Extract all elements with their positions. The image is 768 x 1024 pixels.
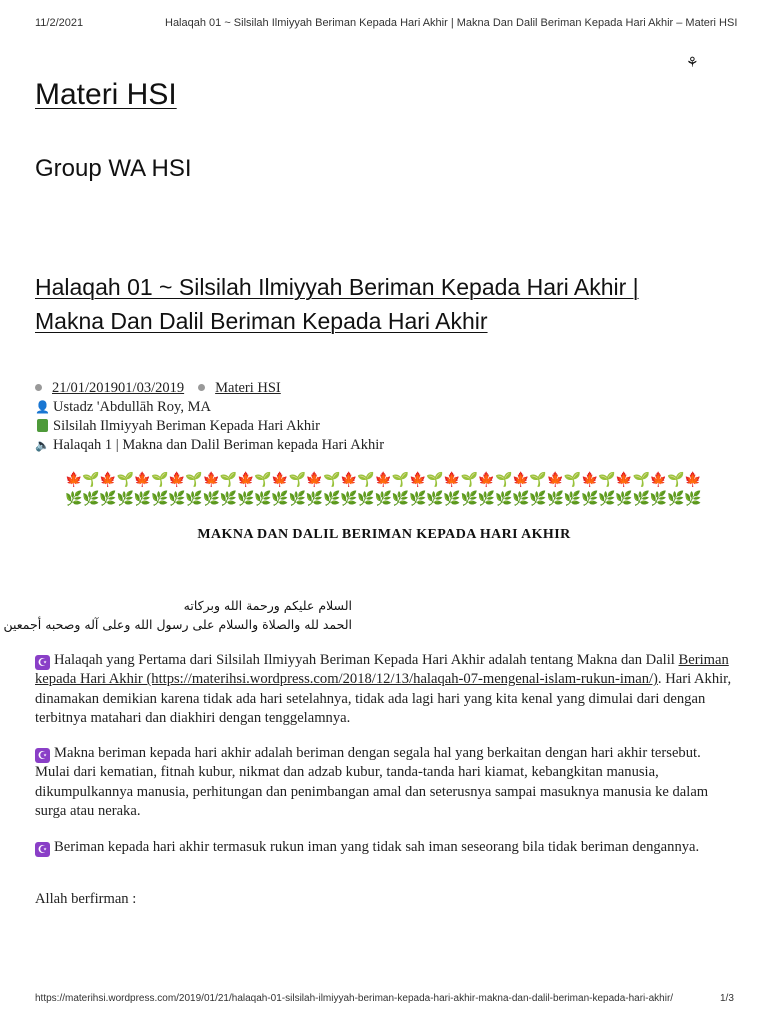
grass-icon: 🌿 — [512, 491, 530, 507]
maple-leaf-icon: 🍁 — [649, 472, 668, 488]
maple-leaf-icon: 🍁 — [65, 472, 83, 488]
maple-leaf-icon: 🍁 — [374, 472, 393, 488]
print-page-number: 1/3 — [720, 993, 734, 1004]
post-date-link[interactable]: 21/01/201901/03/2019 — [52, 380, 185, 396]
grass-icon: 🌿 — [684, 491, 702, 507]
grass-icon: 🌿 — [649, 491, 668, 507]
maple-leaf-icon: 🍁 — [305, 472, 324, 488]
post-meta — [35, 379, 384, 455]
decorative-leaf-row — [65, 471, 705, 489]
grass-icon: 🌿 — [477, 491, 496, 507]
paragraph-3-text: Beriman kepada hari akhir termasuk rukun iman yang tidak sah iman seseorang bila tidak beriman dengannya. — [54, 839, 700, 855]
sprout-icon: 🌱 — [357, 472, 375, 488]
sprout-icon: 🌱 — [288, 472, 307, 488]
grass-icon: 🌿 — [151, 491, 169, 507]
paragraph-1 — [35, 651, 735, 729]
grass-icon: 🌿 — [598, 491, 616, 507]
paragraph-3 — [35, 838, 735, 857]
paragraph-2 — [35, 744, 735, 822]
crescent-moon-icon: ☪ — [35, 748, 50, 763]
paragraph-2-text: Makna beriman kepada hari akhir adalah beriman dengan segala hal yang berkaitan dengan hari akhir tersebut. Mulai dari kematian, fitnah kubur, nikmat dan adzab kubur, tanda-tanda hari kiamat, kebangkitan manusia, dikumpulkannya manusia, perhitungan dan penimbangan amal dan seterusnya sampai masuknya manusia ke dalam surga atau neraka. — [35, 745, 709, 820]
post-meta-dates-row — [35, 379, 384, 398]
sprout-icon: 🌱 — [185, 472, 203, 488]
grass-icon: 🌿 — [374, 491, 393, 507]
maple-leaf-icon: 🍁 — [615, 472, 633, 488]
sprout-icon: 🌱 — [82, 472, 100, 488]
sprout-icon: 🌱 — [460, 472, 479, 488]
maple-leaf-icon: 🍁 — [512, 472, 530, 488]
site-title-link[interactable]: Materi HSI — [35, 78, 177, 111]
maple-leaf-icon: 🍁 — [477, 472, 496, 488]
grass-icon: 🌿 — [288, 491, 307, 507]
bullet-icon — [198, 384, 205, 391]
grass-icon: 🌿 — [409, 491, 427, 507]
author-name: Ustadz 'Abdullāh Roy, MA — [53, 399, 211, 415]
sprout-icon: 🌱 — [254, 472, 272, 488]
maple-leaf-icon: 🍁 — [168, 472, 186, 488]
grass-icon: 🌿 — [357, 491, 375, 507]
sprout-icon: 🌱 — [495, 472, 513, 488]
sprout-icon: 🌱 — [391, 472, 410, 488]
post-meta-author-row — [35, 398, 384, 417]
decorative-grass-row — [65, 490, 705, 508]
sprout-icon: 🌱 — [116, 472, 135, 488]
series-name: Silsilah Ilmiyyah Beriman Kepada Hari Akhir — [53, 418, 320, 434]
maple-leaf-icon: 🍁 — [581, 472, 599, 488]
site-description: Group WA HSI — [35, 155, 192, 182]
grass-icon: 🌿 — [254, 491, 272, 507]
grass-icon: 🌿 — [185, 491, 203, 507]
grass-icon: 🌿 — [219, 491, 238, 507]
grass-icon: 🌿 — [305, 491, 324, 507]
grass-icon: 🌿 — [546, 491, 565, 507]
grass-icon: 🌿 — [563, 491, 582, 507]
post-title-link[interactable] — [35, 270, 745, 338]
arabic-greeting: السلام عليكم ورحمة الله وبركاته — [183, 598, 352, 613]
beriman-hari-akhir-link[interactable]: Beriman kepada Hari Akhir (https://materihsi.wordpress.com/2018/12/13/halaqah-07-mengenal-islam-rukun-iman/) — [35, 652, 729, 688]
bullet-icon — [35, 384, 42, 391]
paragraph-1-text-b: . Hari Akhir, dinamakan demikian karena tidak ada hari setelahnya, tidak ada lagi hari yang kita kenal yang dimulai dari dengan terbitnya matahari dan diakhiri dengan tenggelamnya. — [35, 671, 732, 727]
grass-icon: 🌿 — [426, 491, 444, 507]
grass-icon: 🌿 — [99, 491, 117, 507]
category-link[interactable]: Materi HSI — [215, 380, 281, 396]
grass-icon: 🌿 — [460, 491, 479, 507]
print-date: 11/2/2021 — [35, 17, 84, 29]
crescent-moon-icon: ☪ — [35, 655, 50, 670]
grass-icon: 🌿 — [340, 491, 358, 507]
grass-icon: 🌿 — [323, 491, 341, 507]
grass-icon: 🌿 — [443, 491, 461, 507]
sprout-icon: 🌱 — [426, 472, 444, 488]
maple-leaf-icon: 🍁 — [409, 472, 427, 488]
flower-icon: ⚘ — [686, 55, 699, 71]
grass-icon: 🌿 — [615, 491, 633, 507]
post-meta-episode-row — [35, 436, 384, 455]
grass-icon: 🌿 — [271, 491, 289, 507]
post-meta-series-row — [35, 417, 384, 436]
grass-icon: 🌿 — [237, 491, 255, 507]
grass-icon: 🌿 — [168, 491, 186, 507]
sprout-icon: 🌱 — [598, 472, 616, 488]
sprout-icon: 🌱 — [667, 472, 685, 488]
print-header-title: Halaqah 01 ~ Silsilah Ilmiyyah Beriman Kepada Hari Akhir | Makna Dan Dalil Beriman Kepada Hari Akhir – Materi HSI — [165, 17, 738, 29]
grass-icon: 🌿 — [581, 491, 599, 507]
sprout-icon: 🌱 — [219, 472, 238, 488]
grass-icon: 🌿 — [116, 491, 135, 507]
maple-leaf-icon: 🍁 — [684, 472, 702, 488]
grass-icon: 🌿 — [495, 491, 513, 507]
maple-leaf-icon: 🍁 — [340, 472, 358, 488]
grass-icon: 🌿 — [133, 491, 152, 507]
grass-icon: 🌿 — [82, 491, 100, 507]
maple-leaf-icon: 🍁 — [237, 472, 255, 488]
maple-leaf-icon: 🍁 — [271, 472, 289, 488]
section-heading: MAKNA DAN DALIL BERIMAN KEPADA HARI AKHIR — [197, 527, 571, 542]
grass-icon: 🌿 — [632, 491, 651, 507]
episode-name: Halaqah 1 | Makna dan Dalil Beriman kepada Hari Akhir — [53, 437, 385, 453]
paragraph-4: Allah berfirman : — [35, 891, 137, 907]
sprout-icon: 🌱 — [151, 472, 169, 488]
maple-leaf-icon: 🍁 — [443, 472, 461, 488]
grass-icon: 🌿 — [391, 491, 410, 507]
sprout-icon: 🌱 — [323, 472, 341, 488]
paragraph-1-text-a: Halaqah yang Pertama dari Silsilah Ilmiyyah Beriman Kepada Hari Akhir adalah tentang Makna dan Dalil — [54, 652, 679, 668]
grass-icon: 🌿 — [529, 491, 547, 507]
speaker-icon: 🔈 — [35, 438, 50, 452]
sprout-icon: 🌱 — [563, 472, 582, 488]
sprout-icon: 🌱 — [529, 472, 547, 488]
maple-leaf-icon: 🍁 — [202, 472, 221, 488]
print-footer-url: https://materihsi.wordpress.com/2019/01/21/halaqah-01-silsilah-ilmiyyah-beriman-kepada-hari-akhir-makna-dan-dalil-beriman-kepada-hari-akhir/ — [35, 993, 674, 1004]
book-icon — [37, 419, 48, 432]
grass-icon: 🌿 — [202, 491, 221, 507]
post-title-line1: Halaqah 01 ~ Silsilah Ilmiyyah Beriman Kepada Hari Akhir | — [35, 274, 639, 300]
maple-leaf-icon: 🍁 — [99, 472, 117, 488]
grass-icon: 🌿 — [65, 491, 83, 507]
maple-leaf-icon: 🍁 — [133, 472, 152, 488]
sprout-icon: 🌱 — [632, 472, 651, 488]
arabic-opening: الحمد لله والصلاة والسلام على رسول الله وعلى آله وصحبه أجمعين — [3, 617, 352, 632]
maple-leaf-icon: 🍁 — [546, 472, 565, 488]
crescent-moon-icon: ☪ — [35, 842, 50, 857]
grass-icon: 🌿 — [667, 491, 685, 507]
user-icon: 👤 — [35, 400, 50, 414]
post-title-line2: Makna Dan Dalil Beriman Kepada Hari Akhir — [35, 308, 488, 334]
